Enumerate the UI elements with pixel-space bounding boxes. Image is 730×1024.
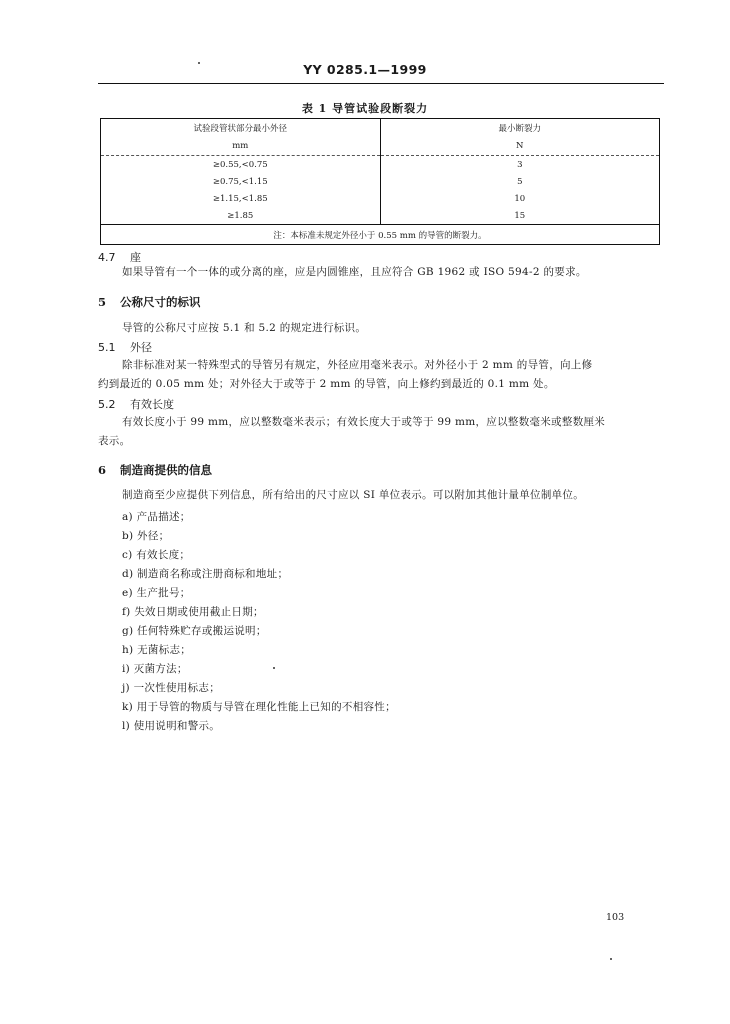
section-5-heading — [98, 294, 201, 310]
standard-code-header: YY 0285.1—1999 — [303, 62, 427, 77]
list-item: k) 用于导管的物质与导管在理化性能上已知的不相容性； — [122, 701, 396, 713]
list-item: d) 制造商名称或注册商标和地址； — [122, 568, 289, 580]
list-item: c) 有效长度； — [122, 549, 191, 561]
force-cell: 10 — [380, 190, 659, 207]
section-6-intro: 制造商至少应提供下列信息，所有给出的尺寸应以 SI 单位表示。可以附加其他计量单位制单位。 — [122, 489, 585, 501]
section-5-intro: 导管的公称尺寸应按 5.1 和 5.2 的规定进行标识。 — [122, 322, 367, 334]
range-cell: ≥0.75,<1.15 — [101, 173, 381, 190]
scan-speck — [198, 62, 200, 64]
section-title: 公称尺寸的标识 — [120, 295, 201, 309]
list-item: h) 无菌标志； — [122, 644, 192, 656]
section-title: 制造商提供的信息 — [120, 463, 212, 477]
list-item: i) 灭菌方法； — [122, 663, 188, 675]
col1-header: 试验段管状部分最小外径 — [101, 119, 381, 138]
section-number: 4.7 — [98, 251, 116, 264]
force-cell: 3 — [380, 156, 659, 174]
section-5-1-line1: 除非标准对某一特殊型式的导管另有规定，外径应用毫米表示。对外径小于 2 mm 的导管，向上修 — [122, 359, 593, 371]
table-note: 注：本标准未规定外径小于 0.55 mm 的导管的断裂力。 — [101, 225, 660, 245]
section-title: 有效长度 — [130, 398, 174, 411]
range-cell: ≥0.55,<0.75 — [101, 156, 381, 174]
list-item: a) 产品描述； — [122, 511, 191, 523]
table-row — [101, 173, 660, 190]
section-number: 5 — [98, 295, 107, 309]
scan-speck — [273, 667, 275, 669]
section-number: 6 — [98, 463, 107, 477]
table-row — [101, 156, 660, 174]
force-cell: 5 — [380, 173, 659, 190]
page-number: 103 — [606, 912, 625, 923]
section-5-1-heading — [98, 339, 152, 355]
table-row — [101, 207, 660, 225]
section-title: 外径 — [130, 341, 152, 354]
col2-unit: N — [380, 137, 659, 156]
section-6-heading — [98, 462, 212, 478]
section-4-7-text: 如果导管有一个一体的或分离的座，应是内圆锥座，且应符合 GB 1962 或 ISO 594-2 的要求。 — [122, 266, 587, 278]
col1-unit: mm — [101, 137, 381, 156]
list-item: g) 任何特殊贮存或搬运说明； — [122, 625, 267, 637]
section-title: 座 — [130, 251, 141, 264]
list-item: f) 失效日期或使用截止日期； — [122, 606, 264, 618]
section-5-1-line2: 约到最近的 0.05 mm 处；对外径大于或等于 2 mm 的导管，向上修约到最近的 0.1 mm 处。 — [98, 378, 555, 390]
section-number: 5.1 — [98, 341, 116, 354]
table-row — [101, 190, 660, 207]
table-caption: 表 1 导管试验段断裂力 — [301, 102, 429, 115]
section-number: 5.2 — [98, 398, 116, 411]
section-5-2-line1: 有效长度小于 99 mm，应以整数毫米表示；有效长度大于或等于 99 mm，应以整数毫米或整数厘米 — [122, 416, 606, 428]
list-item: b) 外径； — [122, 530, 170, 542]
list-item: j) 一次性使用标志； — [122, 682, 220, 694]
range-cell: ≥1.15,<1.85 — [101, 190, 381, 207]
force-cell: 15 — [380, 207, 659, 225]
range-cell: ≥1.85 — [101, 207, 381, 225]
section-5-2-heading — [98, 396, 174, 412]
header-rule — [98, 83, 664, 84]
scan-speck — [610, 958, 612, 960]
list-item: l) 使用说明和警示。 — [122, 720, 221, 732]
list-item: e) 生产批号； — [122, 587, 191, 599]
col2-header: 最小断裂力 — [380, 119, 659, 138]
breaking-force-table — [100, 118, 660, 245]
section-5-2-line2: 表示。 — [98, 435, 131, 447]
